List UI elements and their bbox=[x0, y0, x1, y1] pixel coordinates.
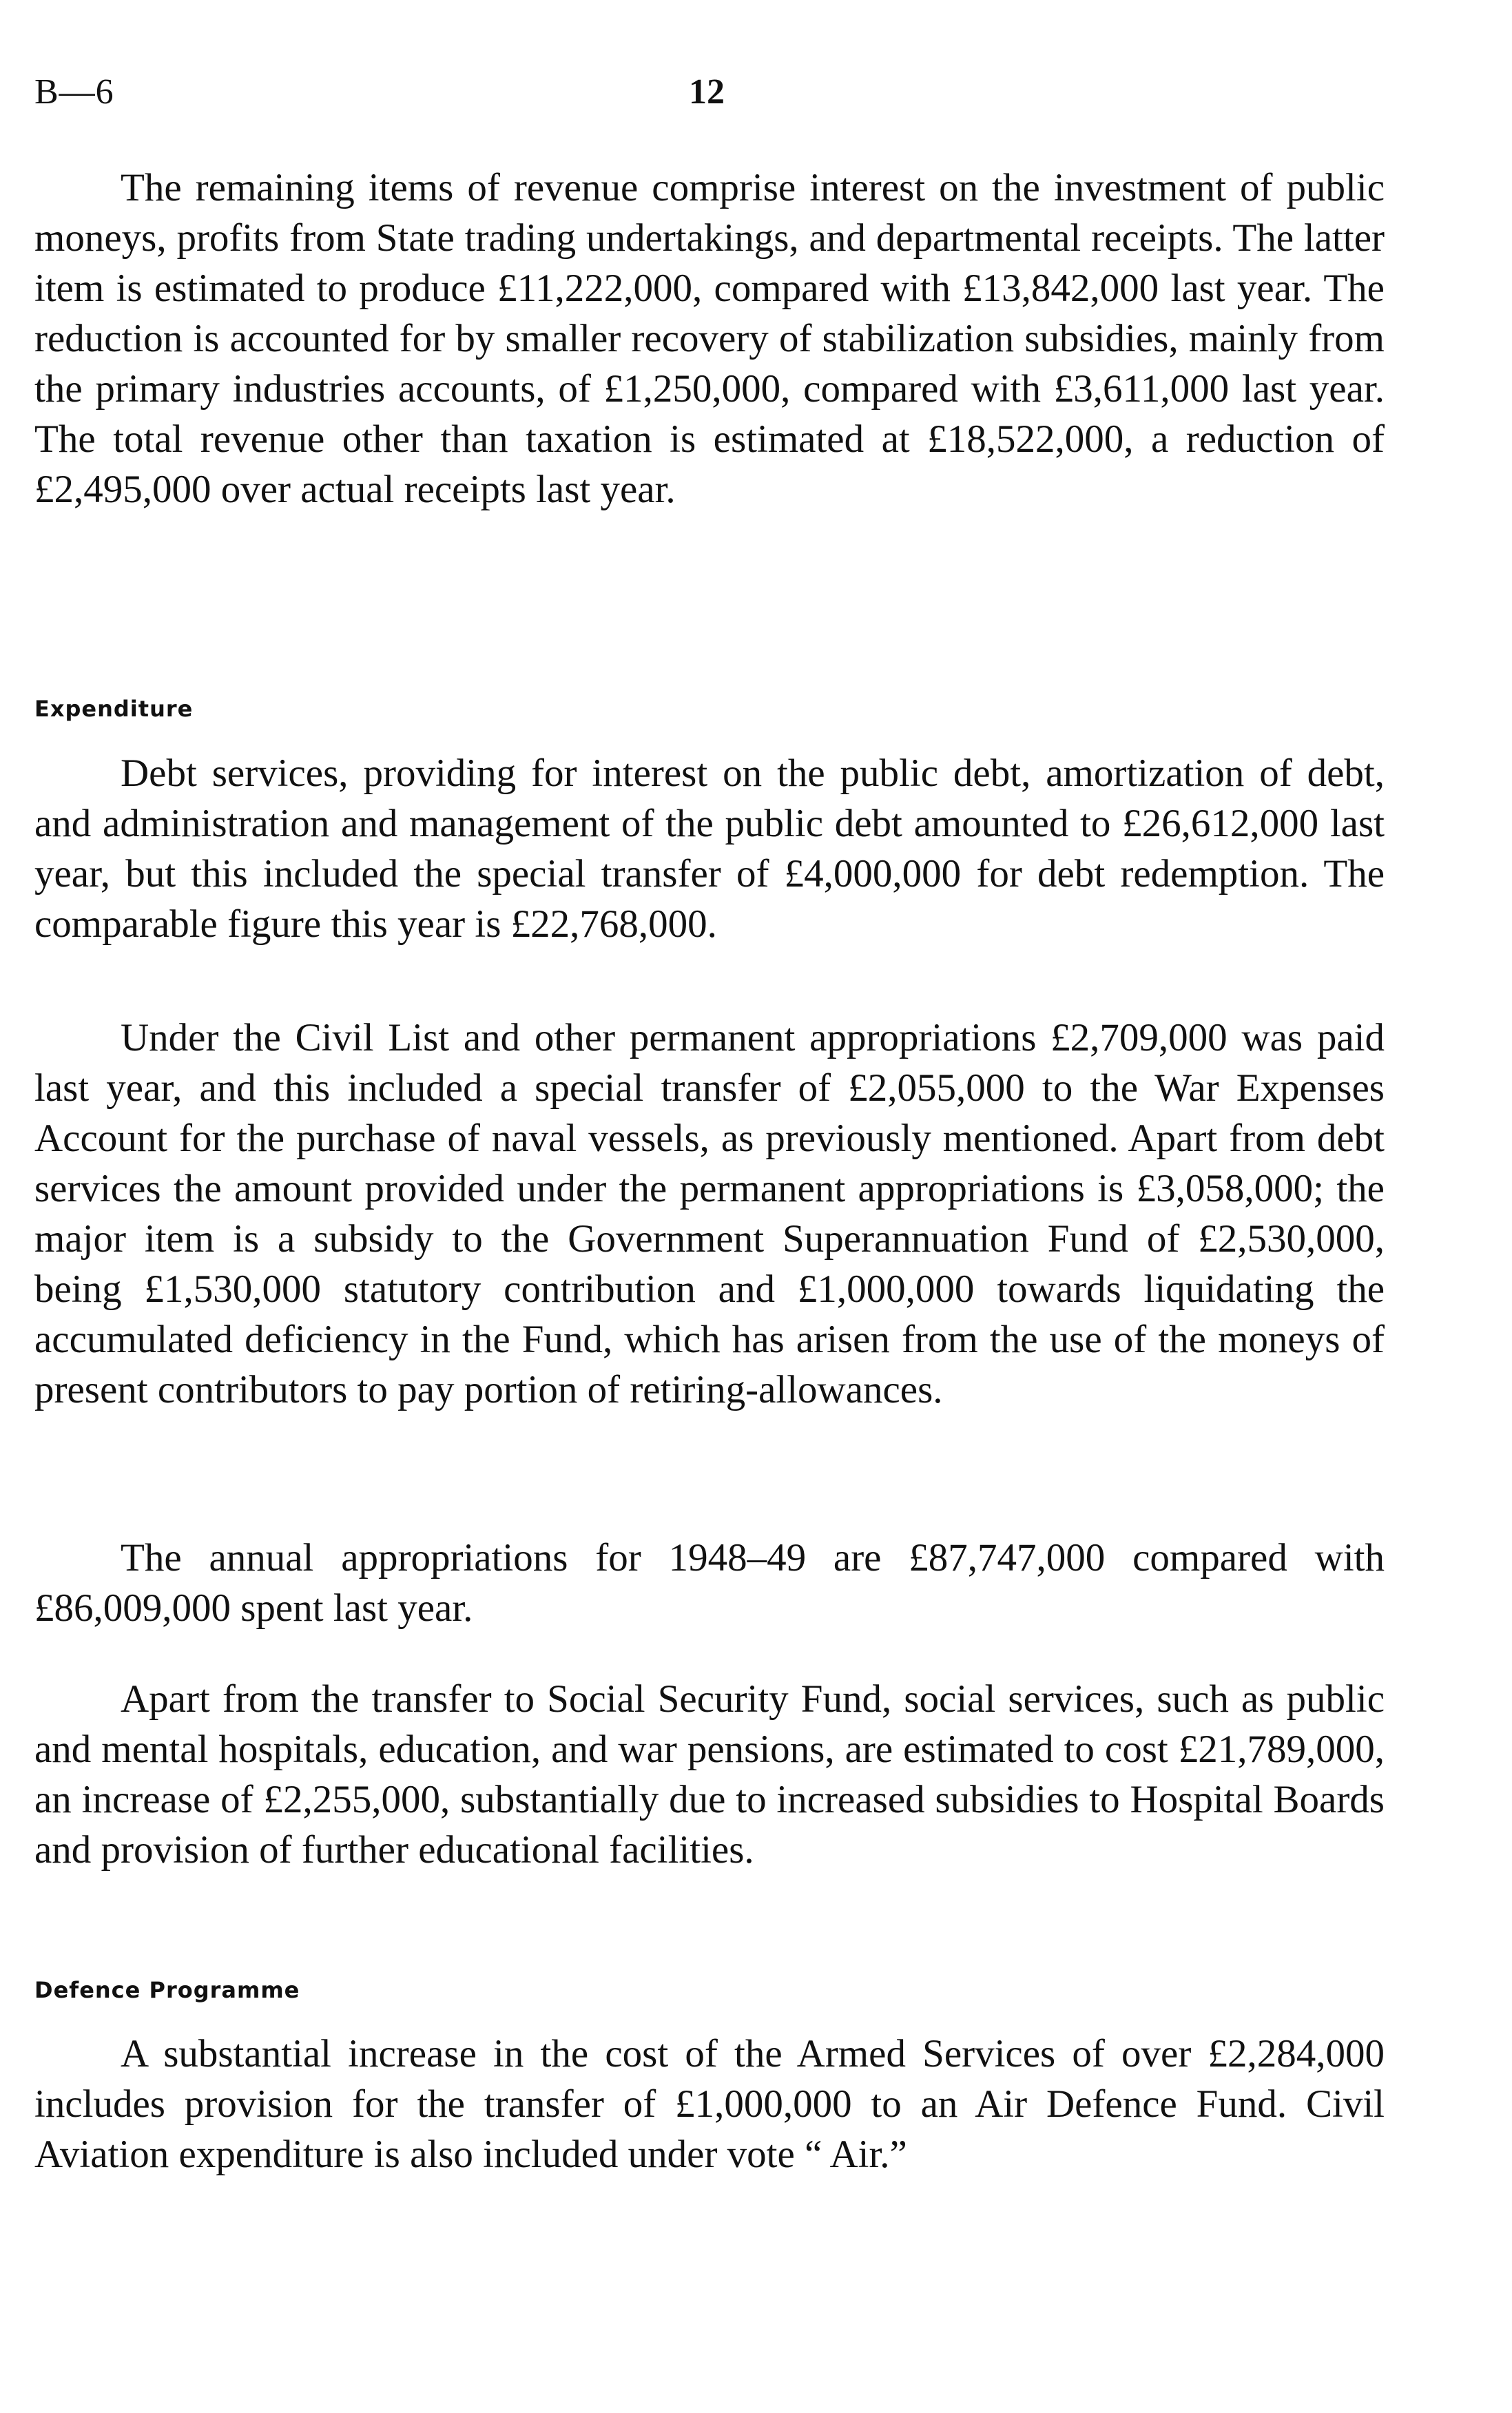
expenditure-paragraph-social-services: Apart from the transfer to Social Security Fund, social services, such as public and mental hospitals, education, and war pensions, are estimated to cost £21,789,000, an increase of £2,255,000, substantially due to increased subsidies to Hospital Boards and provision of further educational facilities. bbox=[34, 1677, 1385, 1872]
expenditure-heading: Expenditure bbox=[34, 696, 194, 722]
defence-paragraph: A substantial increase in the cost of the Armed Services of over £2,284,000 includes provision for the transfer of £1,000,000 to an Air Defence Fund. Civil Aviation expenditure is also included under vote “ Air.” bbox=[34, 2032, 1385, 2176]
defence-section bbox=[34, 2029, 1385, 2179]
expenditure-civil-list-section bbox=[34, 1013, 1385, 1415]
expenditure-paragraph-appropriations: The annual appropriations for 1948–49 are £87,747,000 compared with £86,009,000 spent last year. bbox=[34, 1536, 1385, 1630]
expenditure-debt-section bbox=[34, 748, 1385, 949]
expenditure-paragraph-civil-list: Under the Civil List and other permanent appropriations £2,709,000 was paid last year, and this included a special transfer of £2,055,000 to the War Expenses Account for the purchase of naval vessels, as previously mentioned. Apart from debt services the amount provided under the permanent appropriations is £3,058,000; the major item is a subsidy to the Government Superannuation Fund of £2,530,000, being £1,530,000 statutory contribution and £1,000,000 towards liquidating the accumulated deficiency in the Fund, which has arisen from the use of the moneys of present contributors to pay portion of retiring-allowances. bbox=[34, 1016, 1385, 1411]
document-code: B—6 bbox=[34, 72, 114, 112]
expenditure-paragraph-debt: Debt services, providing for interest on the public debt, amortization of debt, and administration and management of the public debt amounted to £26,612,000 last year, but this included the special transfer of £4,000,000 for debt redemption. The comparable figure this year is £22,768,000. bbox=[34, 752, 1385, 946]
expenditure-social-services-section bbox=[34, 1674, 1385, 1875]
expenditure-appropriations-section bbox=[34, 1533, 1385, 1633]
page-number: 12 bbox=[689, 72, 725, 112]
revenue-section bbox=[34, 163, 1385, 515]
revenue-paragraph: The remaining items of revenue comprise interest on the investment of public moneys, profits from State trading undertakings, and departmental receipts. The latter item is estimated to produce £11,222,000, compared with £13,842,000 last year. The reduction is accounted for by smaller recovery of stabilization subsidies, mainly from the primary industries accounts, of £1,250,000, compared with £3,611,000 last year. The total revenue other than taxation is estimated at £18,522,000, a reduction of £2,495,000 over actual receipts last year. bbox=[34, 166, 1385, 511]
page-header bbox=[34, 72, 1385, 127]
defence-heading: Defence Programme bbox=[34, 1977, 300, 2003]
